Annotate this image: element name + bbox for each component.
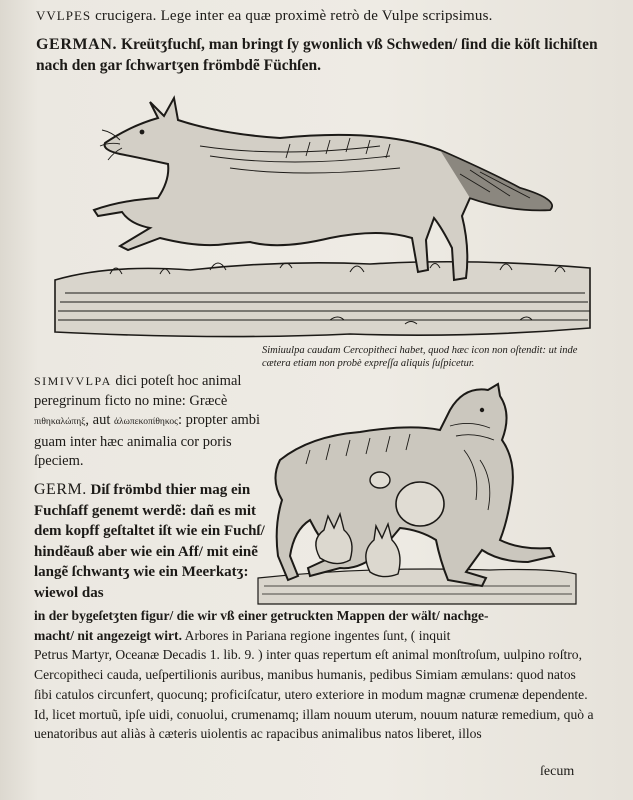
greek-term-2: ἀλωπεκοπίθηκος	[114, 417, 178, 427]
figure-caption: Simiuulpa caudam Cercopitheci habet, quod hæc icon non oſtendit: ut inde cætera etiam non probè expreſſa aliquis ſuſpicetur.	[262, 345, 578, 369]
fw-line-2-bold: macht/ nit angezeigt wirt.	[34, 627, 182, 643]
german-text: Kreütʒfuchſ, man bringt ſy gwonlich vß Schweden/ ſind die köſt lichiſten nach den gar ſchwartʒen frömbdẽ Füchſen.	[36, 36, 598, 74]
fw-line-1: in der bygeſetʒten figur/ die wir vß einer getruckten Mappen der wält/ nachge-	[34, 608, 489, 623]
simivulpa-woodcut	[250, 380, 580, 606]
germ-lead: GERM.	[34, 481, 87, 498]
fw-rest: Petrus Martyr, Oceanæ Decadis 1. lib. 9. ) inter quas repertum eſt animal monſtroſum, uulpino roſtro, Cercopitheci cauda, ueſpertilionis auribus, manibus humanis, pedibus Simiam æmulans: quod natos ſibi catulos circunfert, quocunq; proficiſcatur, utero exteriore in modum magnæ crumenæ dependente. Id, licet mortuũ, ipſe uidi, conuolui, crumenamq; illam nouum uterum, nouum naturæ remedium, quò a uenatoribus aut aliàs à cæteris uiolentis ac rapacibus animalibus natos liberet, illos	[34, 647, 594, 742]
running-header	[36, 8, 596, 25]
full-width-text	[34, 606, 596, 744]
german-paragraph	[36, 34, 606, 76]
latin-text-b: , aut	[85, 412, 115, 428]
latin-paragraph	[34, 372, 280, 472]
greek-term-1: πιθηκαλώπηξ	[34, 417, 86, 427]
germ-text: Diſ frömbd thier mag ein Fuchſaff genemt werdẽ: dañ es mit dem kopff geſtaltet iſt wie ein Fuchſ/ hindẽauß aber wie ein Aff/ mit einẽ langẽ ſchwantʒ wie ein Meerkatʒ: wiewol das	[34, 482, 265, 601]
german-lead: GERMAN.	[36, 36, 118, 53]
header-caps-word: VVLPES	[36, 8, 92, 23]
latin-caps-word: SIMIVVLPA	[34, 374, 112, 388]
catchword: ſecum	[540, 764, 575, 779]
germ-paragraph	[34, 480, 274, 603]
fox-woodcut	[50, 88, 595, 350]
latin-text-a: dici poteſt hoc animal peregrinum ficto no mine: Græcè	[34, 373, 242, 409]
latin-text-c: : propter ambi guam inter hæc animalia cor poris ſpeciem.	[34, 412, 261, 469]
header-text: crucigera. Lege inter ea quæ proximè retrò de Vulpe scripsimus.	[91, 8, 493, 24]
fw-line-2-rest: Arbores in Pariana regione ingentes ſunt, ( inquit	[182, 627, 451, 643]
